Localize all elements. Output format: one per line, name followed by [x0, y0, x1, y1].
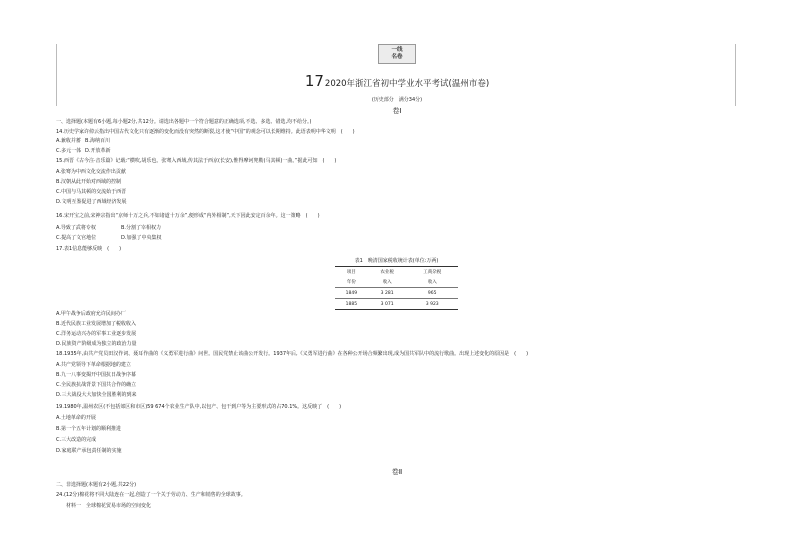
collection-badge: [378, 44, 416, 64]
table-cell: 1885: [335, 299, 368, 310]
table-cell: 3 923: [406, 299, 458, 310]
part1-heading: 卷Ⅰ: [392, 107, 402, 115]
q17-stem: 17.表1信息能够反映 ( ): [56, 246, 122, 252]
q17-option-b: B.近代民族工业发展增加了税收收入: [56, 321, 137, 327]
q16-option-d: D.加强了中央集权: [121, 235, 162, 241]
title-text: 2020年浙江省初中学业水平考试(温州市卷): [324, 79, 490, 89]
table-subheader-cell: 收入: [427, 280, 437, 285]
table-cell: 3 281: [368, 288, 407, 299]
exam-subtitle: (历史部分 满分34分): [371, 97, 423, 103]
q17-option-d: D.民族资产阶级成为独立的政治力量: [56, 341, 137, 347]
tax-statistics-table: [335, 266, 458, 310]
table-subheader-cell: 收入: [382, 280, 392, 285]
q19-option-d: D.家庭联产承包责任制的实施: [56, 448, 122, 454]
q19-option-b: B.第一个五年计划的顺利推进: [56, 426, 122, 432]
table-header-cell: 项目: [335, 267, 368, 278]
table-header-cell: 工商杂税: [406, 267, 458, 278]
table-subheader-cell: 年份: [346, 280, 356, 285]
badge-line-2: 名卷: [391, 54, 403, 60]
q14-stem: 14.历史学家许倬云指出中国古代文化只有逐渐的变化而没有突然的断裂,这才使“中国”的观念可以长期维持。此语表明中华文明 ( ): [56, 129, 355, 135]
table-row: [335, 299, 458, 310]
exam-title: [0, 72, 794, 90]
q15-option-d: D.文明互鉴促进了西域经济发展: [56, 199, 127, 205]
q16-option-a: A.导致了武将专权: [56, 225, 96, 231]
q15-option-c: C.中国与马其顿的交流始于西晋: [56, 189, 127, 195]
q15-stem: 15.西晋《古今注·音乐篇》记载:“横吹,胡乐也。张骞入西域,传其法于西京(长安),惟得摩诃兜勒(马其顿)一曲。”据此可知 ( ): [56, 158, 337, 164]
part2-heading: 卷Ⅱ: [391, 468, 403, 476]
q19-stem: 19.1980年,温州农区(不包括郊区和市区)59 674个农业生产队中,以包产、包干到户等为主要形式的占70.1%。这反映了 ( ): [56, 404, 342, 410]
table-cell: 3 071: [368, 299, 407, 310]
q14-option-d: D.开放革新: [85, 148, 111, 154]
tax-table-caption: 表1 晚清国家税收统计表(单位:万两): [354, 258, 439, 264]
q18-option-a: A.共产党领导下革命根据地的建立: [56, 362, 131, 368]
q18-option-b: B.九一八事变揭开中国抗日战争序幕: [56, 372, 137, 378]
table-cell: 965: [406, 288, 458, 299]
q24-material-1: 材料一 全球棉花贸易市场的空间变化: [66, 503, 152, 509]
q16-stem: 16.宋开宝之前,宋神宗指出“京师十万之兵,不如诸道十万余”,便形成“内外相制”,天下因此安定百余年。这一策略 ( ): [56, 213, 320, 219]
q19-option-a: A.土地革命的开展: [56, 415, 96, 421]
q18-stem: 18.1935年,由共产党员田汉作词、聂耳作曲的《义勇军进行曲》问世。国民党禁止该曲公开发行。1937年后,《义勇军进行曲》在各种公开场合频繁出现,成为国共军队中的流行歌曲。出现上述变化的原因是 ( ): [56, 351, 529, 357]
q14-option-b: B.海纳百川: [85, 138, 111, 144]
paper-number: 17: [304, 72, 324, 90]
q24-stem: 24.(12分)棉花将不同大陆连在一起,创造了一个关于劳动力、生产和销售的全球故事。: [56, 492, 246, 498]
table-header-cell: 农业税: [368, 267, 407, 278]
q17-option-a: A.甲午战争后政府允许民间办厂: [56, 311, 126, 317]
q17-option-c: C.洋务运动兴办的军事工业逐步发展: [56, 331, 137, 337]
badge-line-1: 一线: [391, 47, 403, 53]
part1-instruction: 一、选择题(本题有6小题,每小题2分,共12分。请选出各题中一个符合题意的正确选项,不选、多选、错选,均不给分。): [56, 119, 312, 125]
q15-option-b: B.汉朝从此开始对西域的控制: [56, 179, 122, 185]
q18-option-d: D.三大战役大大加快全国胜利的到来: [56, 392, 137, 398]
part2-instruction: 二、非选择题(本题有2小题,共22分): [56, 482, 137, 488]
q18-option-c: C.全民族抗战背景下国共合作的确立: [56, 382, 137, 388]
q14-option-c: C.多元一体: [56, 148, 82, 154]
q19-option-c: C.三大改造的完成: [56, 437, 97, 443]
q14-option-a: A.兼收并蓄: [56, 138, 81, 144]
q16-option-b: B.分割了宰相权力: [121, 225, 162, 231]
q15-option-a: A.张骞为中西文化交流作出贡献: [56, 169, 126, 175]
q16-option-c: C.提高了文官地位: [56, 235, 97, 241]
table-row: [335, 288, 458, 299]
table-cell: 1849: [335, 288, 368, 299]
